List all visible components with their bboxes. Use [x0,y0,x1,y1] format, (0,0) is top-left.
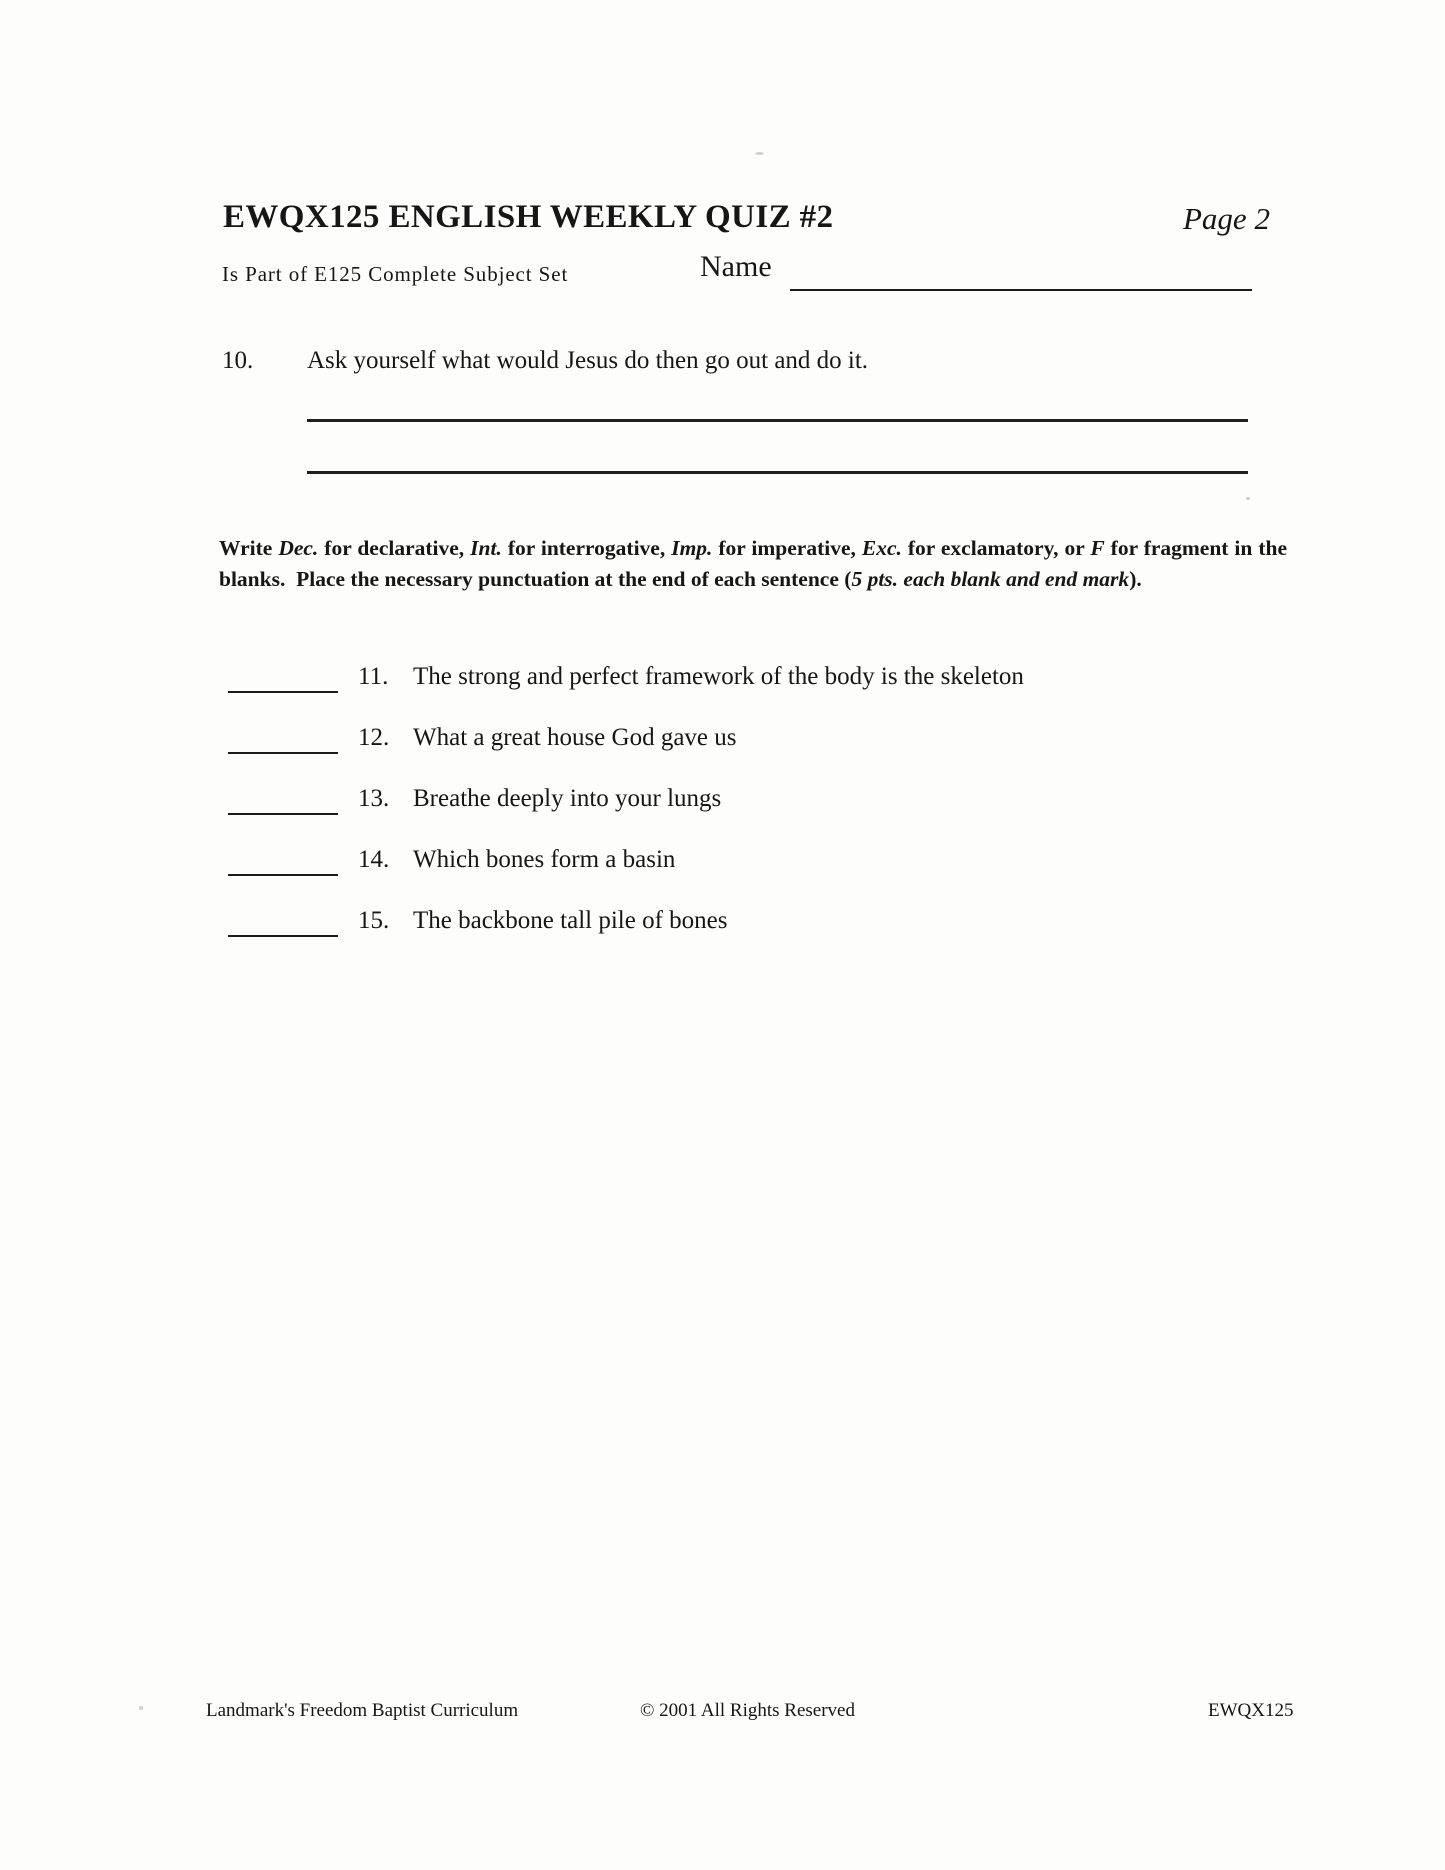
item-number: 13. [358,785,390,812]
page-title: EWQX125 ENGLISH WEEKLY QUIZ #2 [223,199,834,235]
item-text: The backbone tall pile of bones [413,907,728,934]
question-10-text: Ask yourself what would Jesus do then go out and do it. [307,347,869,374]
fill-in-items-list [228,663,1328,968]
item-number: 11. [358,663,389,690]
question-10-number: 10. [222,347,254,374]
item-text: Which bones form a basin [413,846,676,873]
footer-copyright: © 2001 All Rights Reserved [640,1700,855,1721]
item-text: What a great house God gave us [413,724,737,751]
page-number: Page 2 [1183,201,1270,236]
question-10-answer-line-1[interactable] [307,419,1248,422]
answer-blank-12[interactable] [228,724,338,754]
name-label: Name [700,250,772,283]
item-row-11 [228,663,1328,695]
scan-speck [755,152,764,155]
answer-blank-15[interactable] [228,907,338,937]
scan-speck [139,1706,143,1710]
answer-blank-13[interactable] [228,785,338,815]
item-text: The strong and perfect framework of the body is the skeleton [413,663,1024,690]
item-number: 14. [358,846,390,873]
scan-speck [1246,497,1250,500]
item-row-15 [228,907,1328,939]
item-row-13 [228,785,1328,817]
item-number: 12. [358,724,390,751]
item-number: 15. [358,907,390,934]
answer-blank-14[interactable] [228,846,338,876]
item-text: Breathe deeply into your lungs [413,785,722,812]
subtitle: Is Part of E125 Complete Subject Set [222,262,569,286]
item-row-12 [228,724,1328,756]
item-row-14 [228,846,1328,878]
name-input-line[interactable] [790,289,1252,291]
instructions-paragraph: Write Dec. for declarative, Int. for interrogative, Imp. for imperative, Exc. for exclamatory, or F for fragment in the blanks. Place the necessary punctuation at the end of each sentence (5 pts. each blank and end mark). [219,536,1287,591]
answer-blank-11[interactable] [228,663,338,693]
footer-publisher: Landmark's Freedom Baptist Curriculum [206,1700,519,1721]
footer-product-code: EWQX125 [1208,1700,1294,1721]
question-10-answer-line-2[interactable] [307,471,1248,474]
